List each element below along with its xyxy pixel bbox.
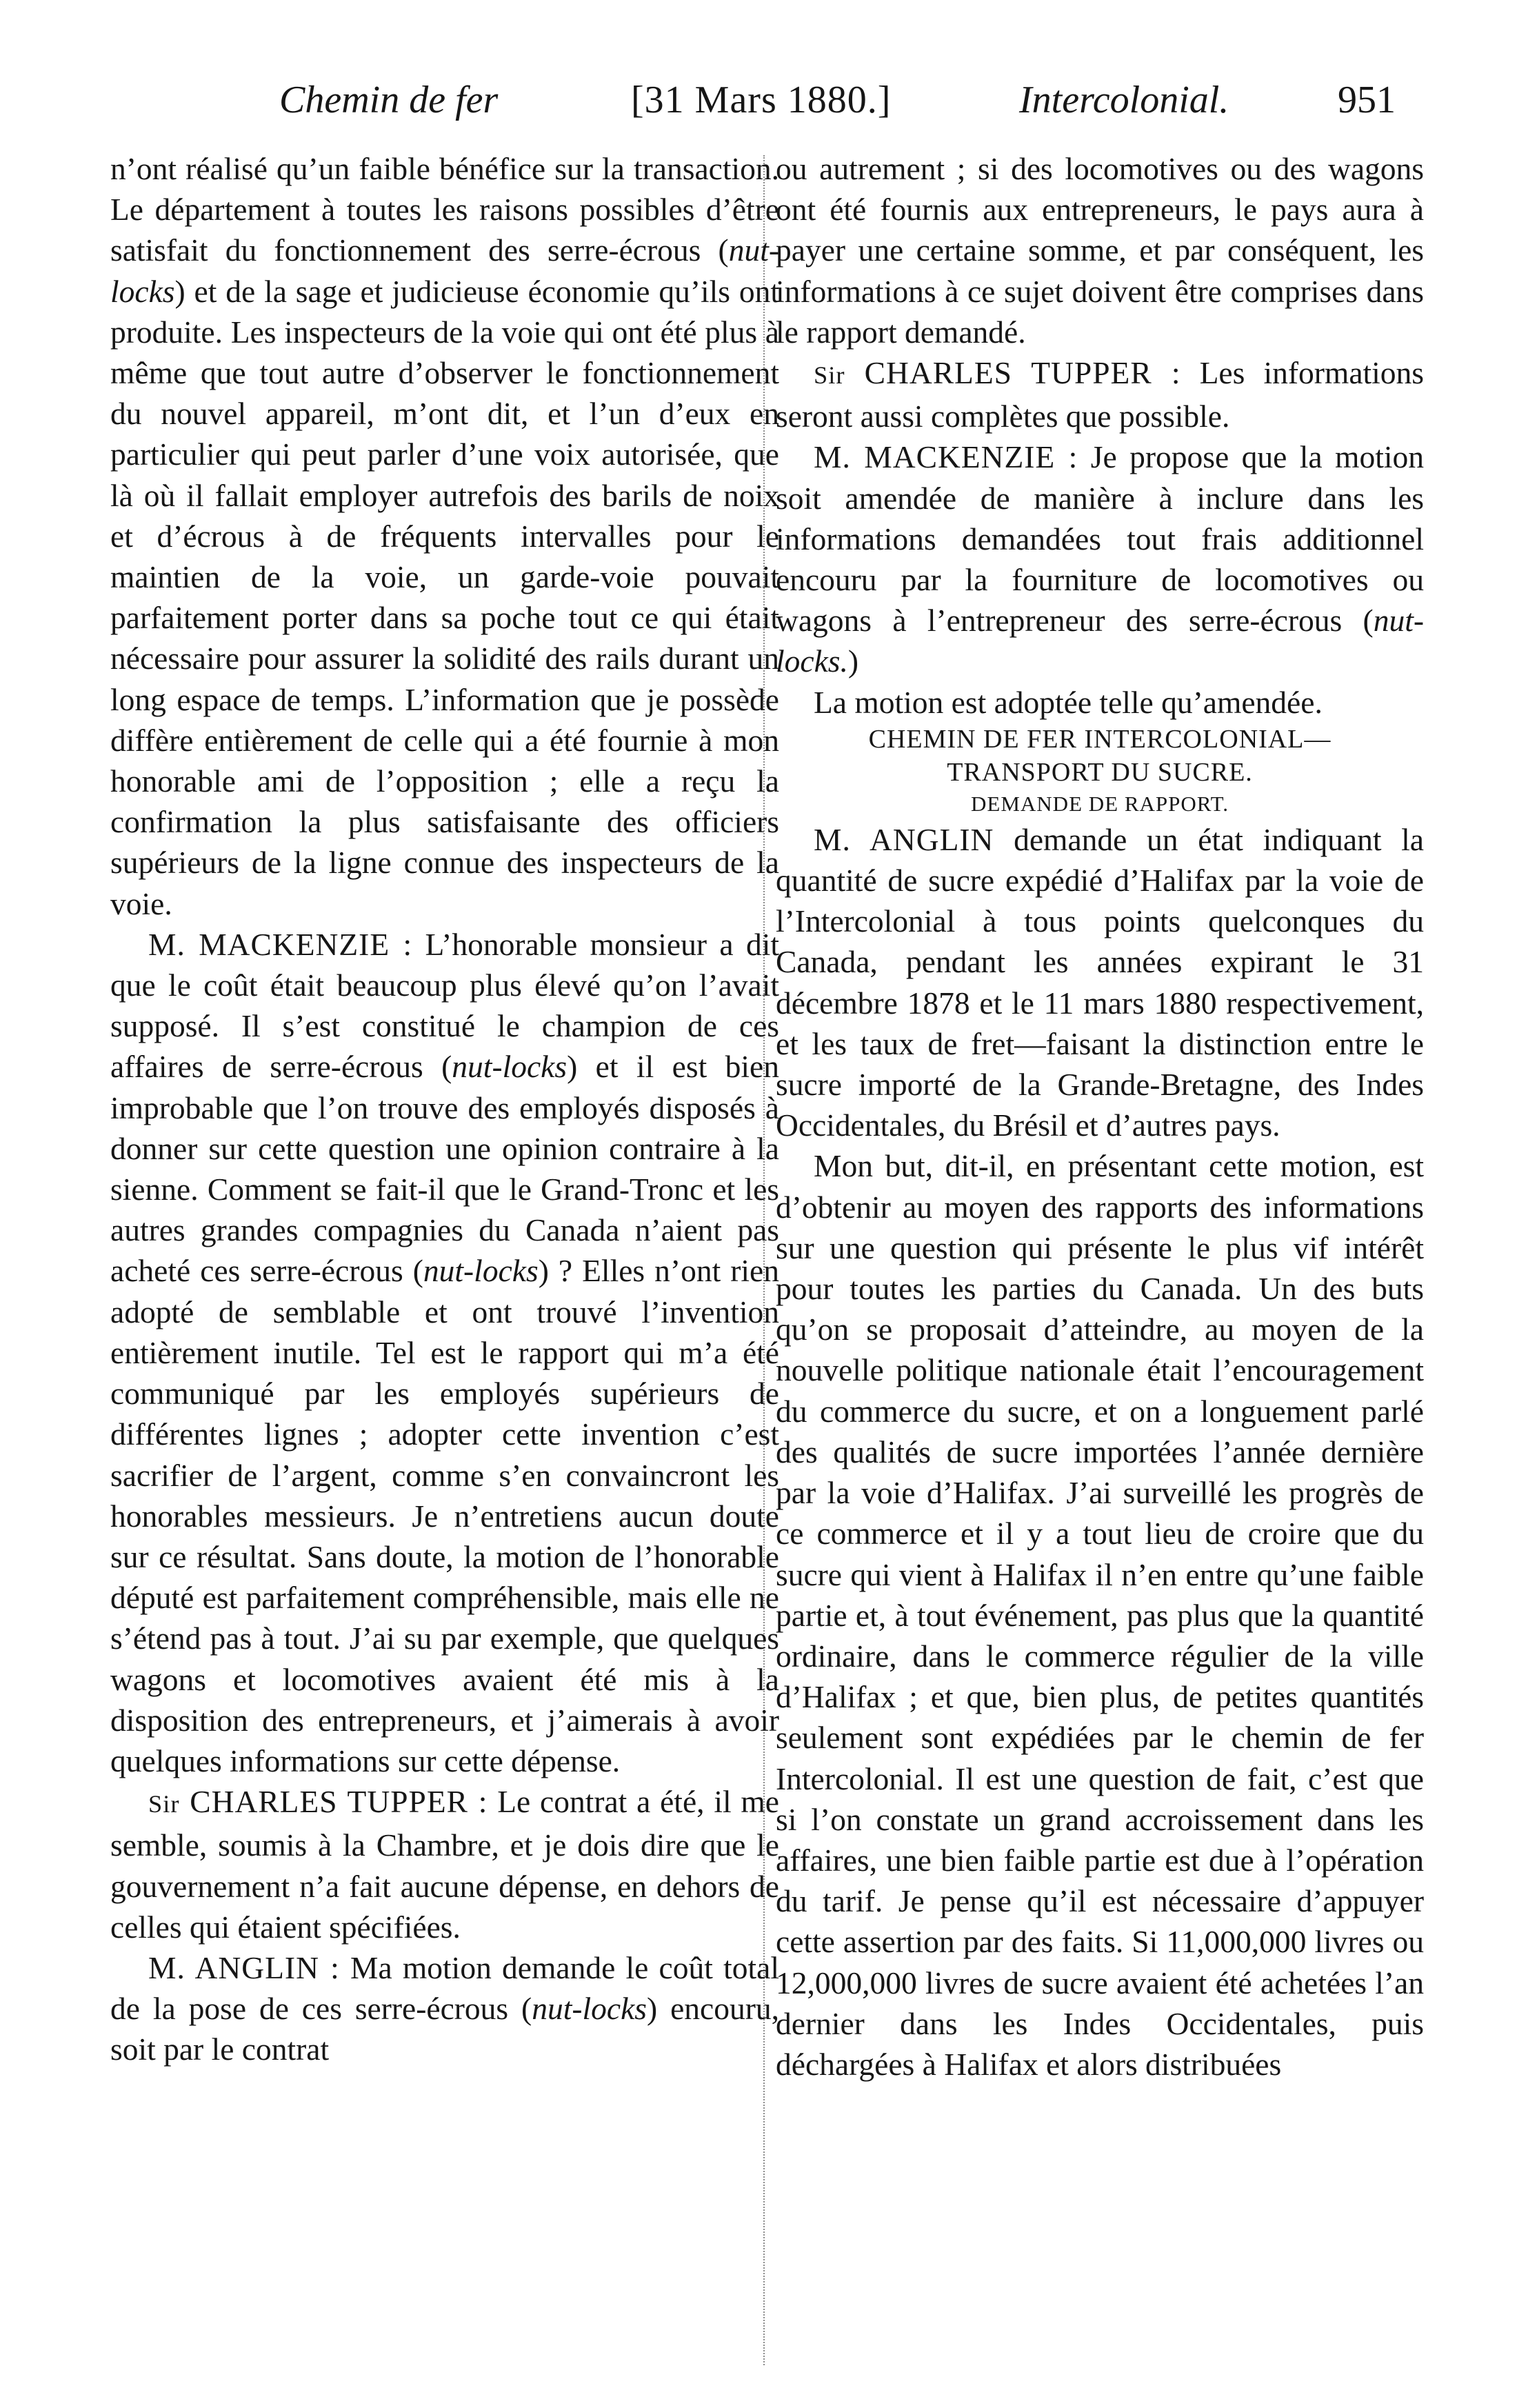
paragraph: Mon but, dit-il, en présentant cette motion, est d’obtenir au moyen des rapports des informations sur une question qui présente le plus vif intérêt pour toutes les parties du Canada. Un des buts qu’on se proposait d’atteindre, au moyen de la nouvelle politique nationale était l’encouragement du commerce du sucre, et on a longuement parlé des qualités de sucre importées l’année dernière par la voie d’Halifax. J’ai surveillé les progrès de ce commerce et il y a tout lieu de croire que du sucre qui vient à Halifax il n’en entre qu’une faible partie et, à tout événement, pas plus que la quantité ordinaire, dans le commerce régulier de la ville d’Halifax ; et que, bien plus, de petites quantités seulement sont expédiées par le chemin de fer Intercolonial. Il est une question de fait, c’est que si l’on constate un grand accroissement dans les affaires, une bien faible partie est due à l’opération du tarif. Je pense qu’il est nécessaire d’appuyer cette assertion par des faits. Si 11,000,000 livres ou 12,000,000 livres de sucre avaient été achetées l’an dernier dans les Indes Occidentales, puis déchargées à Halifax et alors distribuées	[776, 1148, 1424, 2082]
speaker-name: CHARLES TUPPER :	[845, 355, 1181, 391]
speaker-name: M. MACKENZIE :	[148, 926, 413, 962]
paragraph: n’ont réalisé qu’un faible bénéfice sur la transaction. Le département à toutes les raisons possibles d’être satisfait du fonctionnement des serre-écrous (nut-locks) et de la sage et judicieuse économie qu’ils ont produite. Les inspecteurs de la voie qui ont été plus à même que tout autre d’observer le fonctionnement du nouvel appareil, m’ont dit, et l’un d’eux en particulier qui peut parler d’une voix autorisée, que là où il fallait employer autrefois des barils de noix et d’écrous à de fréquents intervalles pour le maintien de la voie, un garde-voie pouvait parfaitement porter dans sa poche tout ce qui était nécessaire pour assurer la solidité des rails durant un long espace de temps. L’information que je possède diffère entièrement de celle qui a été fournie à mon honorable ami de l’opposition ; elle a reçu la confirmation la plus satisfaisante des officiers supérieurs de la ligne connue des inspecteurs de la voie.	[110, 151, 779, 921]
speaker-title: Sir	[148, 1790, 180, 1818]
paragraph: La motion est adoptée telle qu’amendée.	[814, 684, 1323, 720]
paragraph: M. MACKENZIE : L’honorable monsieur a dit que le coût était beaucoup plus élevé qu’on l’avait supposé. Il s’est constitué le champion de ces affaires de serre-écrous (nut-locks) et il est bien improbable que l’on trouve des employés disposés à donner sur cette question une opinion contraire à la sienne. Comment se fait-il que le Grand-Tronc et les autres grandes compagnies du Canada n’aient pas acheté ces serre-écrous (nut-locks) ? Elles n’ont rien adopté de semblable et ont trouvé l’invention entièrement inutile. Tel est le rapport qui m’a été communiqué par les employés supérieurs de différentes lignes ; adopter cette invention c’est sacrifier de l’argent, comme s’en convaincront les honorables messieurs. Je n’entretiens aucun doute sur ce résultat. Sans doute, la motion de l’honorable député est parfaitement compréhensible, mais elle ne s’étend pas à tout. J’ai su par exemple, que quelques wagons et locomotives avaient été mis à la disposition des entrepreneurs, et j’aimerais à avoir quelques informations sur cette dépense.	[110, 926, 780, 1778]
section-subheading: DEMANDE DE RAPPORT.	[971, 791, 1229, 816]
speaker-name: M. ANGLIN :	[148, 1949, 340, 1985]
emphasis: nut-locks	[110, 232, 779, 309]
left-column	[110, 148, 779, 2070]
emphasis: nut-locks	[532, 1991, 647, 2027]
speaker-name: CHARLES TUPPER :	[179, 1784, 488, 1820]
speaker-title: Sir	[814, 361, 845, 390]
emphasis: nut-locks.	[776, 603, 1424, 679]
running-head-left: Chemin de fer	[279, 79, 499, 121]
emphasis: nut-locks	[423, 1253, 539, 1289]
speaker-name: M. MACKENZIE :	[814, 439, 1078, 475]
page-number: 951	[1338, 79, 1396, 121]
paragraph: Sir CHARLES TUPPER : Les informations seront aussi complètes que possible.	[776, 355, 1424, 434]
running-head	[0, 69, 1537, 131]
paragraph: M. ANGLIN demande un état indiquant la quantité de sucre expédié d’Halifax par la voie de l’Intercolonial à tous points quelconques du Canada, pendant les années expirant le 31 décembre 1878 et le 11 mars 1880 respectivement, et les taux de fret—faisant la distinction entre le sucre importé de la Grande-Bretagne, des Indes Occidentales, du Brésil et d’autres pays.	[776, 821, 1425, 1143]
running-head-date: [31 Mars 1880.]	[631, 79, 892, 121]
right-column	[776, 148, 1424, 2085]
running-head-right: Intercolonial.	[1019, 79, 1229, 121]
paragraph: M. MACKENZIE : Je propose que la motion soit amendée de manière à inclure dans les informations demandées tout frais additionnel encouru par la fourniture de locomotives ou wagons à l’entrepreneur des serre-écrous (nut-locks.)	[776, 439, 1424, 679]
paragraph: ou autrement ; si des locomotives ou des wagons ont été fournis aux entrepreneurs, le pays aura à payer une certaine somme, et par conséquent, les informations à ce sujet doivent être comprises dans le rapport demandé.	[776, 151, 1424, 350]
paragraph: M. ANGLIN : Ma motion demande le coût total de la pose de ces serre-écrous (nut-locks) encouru, soit par le contrat	[110, 1949, 779, 2067]
speaker-name: M. ANGLIN	[814, 821, 994, 857]
emphasis: nut-locks	[452, 1049, 567, 1085]
paragraph: Sir CHARLES TUPPER : Le contrat a été, il me semble, soumis à la Chambre, et je dois dire que le gouvernement n’a fait aucune dépense, en dehors de celles qui étaient spécifiées.	[110, 1784, 779, 1945]
section-heading: CHEMIN DE FER INTERCOLONIAL— TRANSPORT DU SUCRE.	[868, 724, 1332, 787]
